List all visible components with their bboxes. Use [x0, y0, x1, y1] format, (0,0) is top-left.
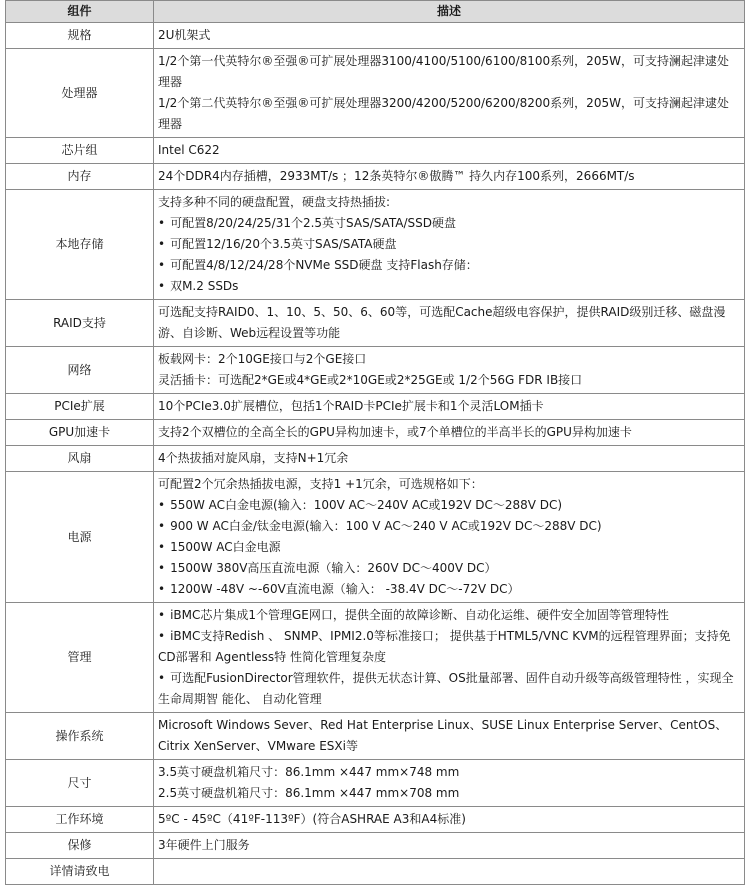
row-label: 操作系统 — [6, 713, 154, 760]
row-label: 芯片组 — [6, 138, 154, 164]
bullet-item: • 可配置12/16/20个3.5英寸SAS/SATA硬盘 — [158, 234, 740, 255]
table-row — [6, 833, 745, 859]
table-row — [6, 394, 745, 420]
description-line — [158, 861, 740, 882]
row-description — [154, 859, 745, 885]
description-line: 10个PCIe3.0扩展槽位，包括1个RAID卡PCIe扩展卡和1个灵活LOM插卡 — [158, 399, 544, 413]
table-row — [6, 49, 745, 138]
row-label: 本地存储 — [6, 190, 154, 300]
bullet-item: • 可选配FusionDirector管理软件，提供无状态计算、OS批量部署、固件自动升级等高级管理特性 ，实现全生命周期智 能化、 自动化管理 — [158, 668, 740, 710]
row-description — [154, 446, 745, 472]
row-label: 规格 — [6, 23, 154, 49]
description-line: 可选配支持RAID0、1、10、5、50、6、60等，可选配Cache超级电容保护，提供RAID级别迁移、磁盘漫游、自诊断、Web远程设置等功能 — [158, 305, 726, 340]
description-line: Intel C622 — [158, 143, 220, 157]
row-label: RAID支持 — [6, 300, 154, 347]
table-body — [6, 23, 745, 885]
row-label: 处理器 — [6, 49, 154, 138]
description-line: 2U机架式 — [158, 28, 211, 42]
table-row — [6, 472, 745, 603]
bullet-item: • 1500W 380V高压直流电源（输入：260V DC～400V DC） — [158, 558, 740, 579]
row-label: 保修 — [6, 833, 154, 859]
row-label: 风扇 — [6, 446, 154, 472]
table-row — [6, 347, 745, 394]
table-row — [6, 164, 745, 190]
row-label: 电源 — [6, 472, 154, 603]
description-line: 3.5英寸硬盘机箱尺寸：86.1mm ×447 mm×748 mm — [158, 765, 460, 779]
table-row — [6, 23, 745, 49]
table-row — [6, 713, 745, 760]
table-row — [6, 300, 745, 347]
row-label: 管理 — [6, 603, 154, 713]
row-label: 详情请致电 — [6, 859, 154, 885]
row-label: 网络 — [6, 347, 154, 394]
table-row — [6, 420, 745, 446]
bullet-item: • iBMC支持Redish 、 SNMP、IPMI2.0等标准接口； 提供基于HTML5/VNC KVM的远程管理界面；支持免CD部署和 Agentless特 性简化管理复杂度 — [158, 626, 740, 668]
table-header-row — [6, 1, 745, 23]
bullet-item: • 550W AC白金电源(输入：100V AC～240V AC或192V DC～288V DC) — [158, 495, 740, 516]
table-row — [6, 138, 745, 164]
bullet-item: • iBMC芯片集成1个管理GE网口，提供全面的故障诊断、自动化运维、硬件安全加固等管理特性 — [158, 605, 740, 626]
description-line: 支持2个双槽位的全高全长的GPU异构加速卡，或7个单槽位的半高半长的GPU异构加速卡 — [158, 425, 632, 439]
description-line: 3年硬件上门服务 — [158, 838, 250, 852]
column-header-component: 组件 — [6, 1, 154, 23]
description-line: 板载网卡：2个10GE接口与2个GE接口 — [158, 352, 367, 366]
description-line: 5ºC - 45ºC（41ºF-113ºF）(符合ASHRAE A3和A4标准) — [158, 812, 466, 826]
bullet-item: • 可配置4/8/12/24/28个NVMe SSD硬盘 支持Flash存储： — [158, 255, 740, 276]
bullet-item: • 1200W -48V ~-60V直流电源（输入： -38.4V DC～-72V DC） — [158, 579, 740, 600]
description-line: 可配置2个冗余热插拔电源，支持1 +1冗余，可选规格如下： — [158, 477, 483, 491]
row-label: 尺寸 — [6, 760, 154, 807]
row-description — [154, 603, 745, 713]
row-description — [154, 713, 745, 760]
row-description — [154, 394, 745, 420]
bullet-item: • 1500W AC白金电源 — [158, 537, 740, 558]
row-description — [154, 138, 745, 164]
row-label: PCIe扩展 — [6, 394, 154, 420]
bullet-item: • 900 W AC白金/钛金电源(输入：100 V AC～240 V AC或192V DC～288V DC) — [158, 516, 740, 537]
description-line: 支持多种不同的硬盘配置，硬盘支持热插拔: — [158, 195, 391, 209]
row-description — [154, 807, 745, 833]
table-row — [6, 807, 745, 833]
row-description — [154, 49, 745, 138]
description-line: 2.5英寸硬盘机箱尺寸：86.1mm ×447 mm×708 mm — [158, 786, 460, 800]
row-description — [154, 190, 745, 300]
description-line: 4个热拔插对旋风扇，支持N+1冗余 — [158, 451, 349, 465]
row-description — [154, 23, 745, 49]
description-line: 1/2个第一代英特尔®至强®可扩展处理器3100/4100/5100/6100/8100系列，205W，可支持澜起津逮处理器 — [158, 54, 729, 89]
row-label: GPU加速卡 — [6, 420, 154, 446]
table-row — [6, 859, 745, 885]
table-row — [6, 190, 745, 300]
row-description — [154, 300, 745, 347]
row-description — [154, 833, 745, 859]
bullet-item: • 双M.2 SSDs — [158, 276, 740, 297]
row-description — [154, 420, 745, 446]
description-line: Microsoft Windows Sever、Red Hat Enterprise Linux、SUSE Linux Enterprise Server、CentOS、Citrix XenServer、VMware ESXi等 — [158, 718, 728, 753]
table-row — [6, 603, 745, 713]
bullet-item: • 可配置8/20/24/25/31个2.5英寸SAS/SATA/SSD硬盘 — [158, 213, 740, 234]
row-description — [154, 347, 745, 394]
table-row — [6, 760, 745, 807]
description-line: 灵活插卡：可选配2*GE或4*GE或2*10GE或2*25GE或 1/2个56G FDR IB接口 — [158, 373, 583, 387]
description-line: 1/2个第二代英特尔®至强®可扩展处理器3200/4200/5200/6200/8200系列，205W，可支持澜起津逮处理器 — [158, 96, 729, 131]
spec-table-container — [5, 0, 744, 885]
row-label: 内存 — [6, 164, 154, 190]
description-line: 24个DDR4内存插槽，2933MT/s ；12条英特尔®傲腾™ 持久内存100系列，2666MT/s — [158, 169, 635, 183]
column-header-description: 描述 — [154, 1, 745, 23]
table-row — [6, 446, 745, 472]
row-description — [154, 760, 745, 807]
row-description — [154, 472, 745, 603]
row-label: 工作环境 — [6, 807, 154, 833]
row-description — [154, 164, 745, 190]
spec-table — [5, 0, 745, 885]
